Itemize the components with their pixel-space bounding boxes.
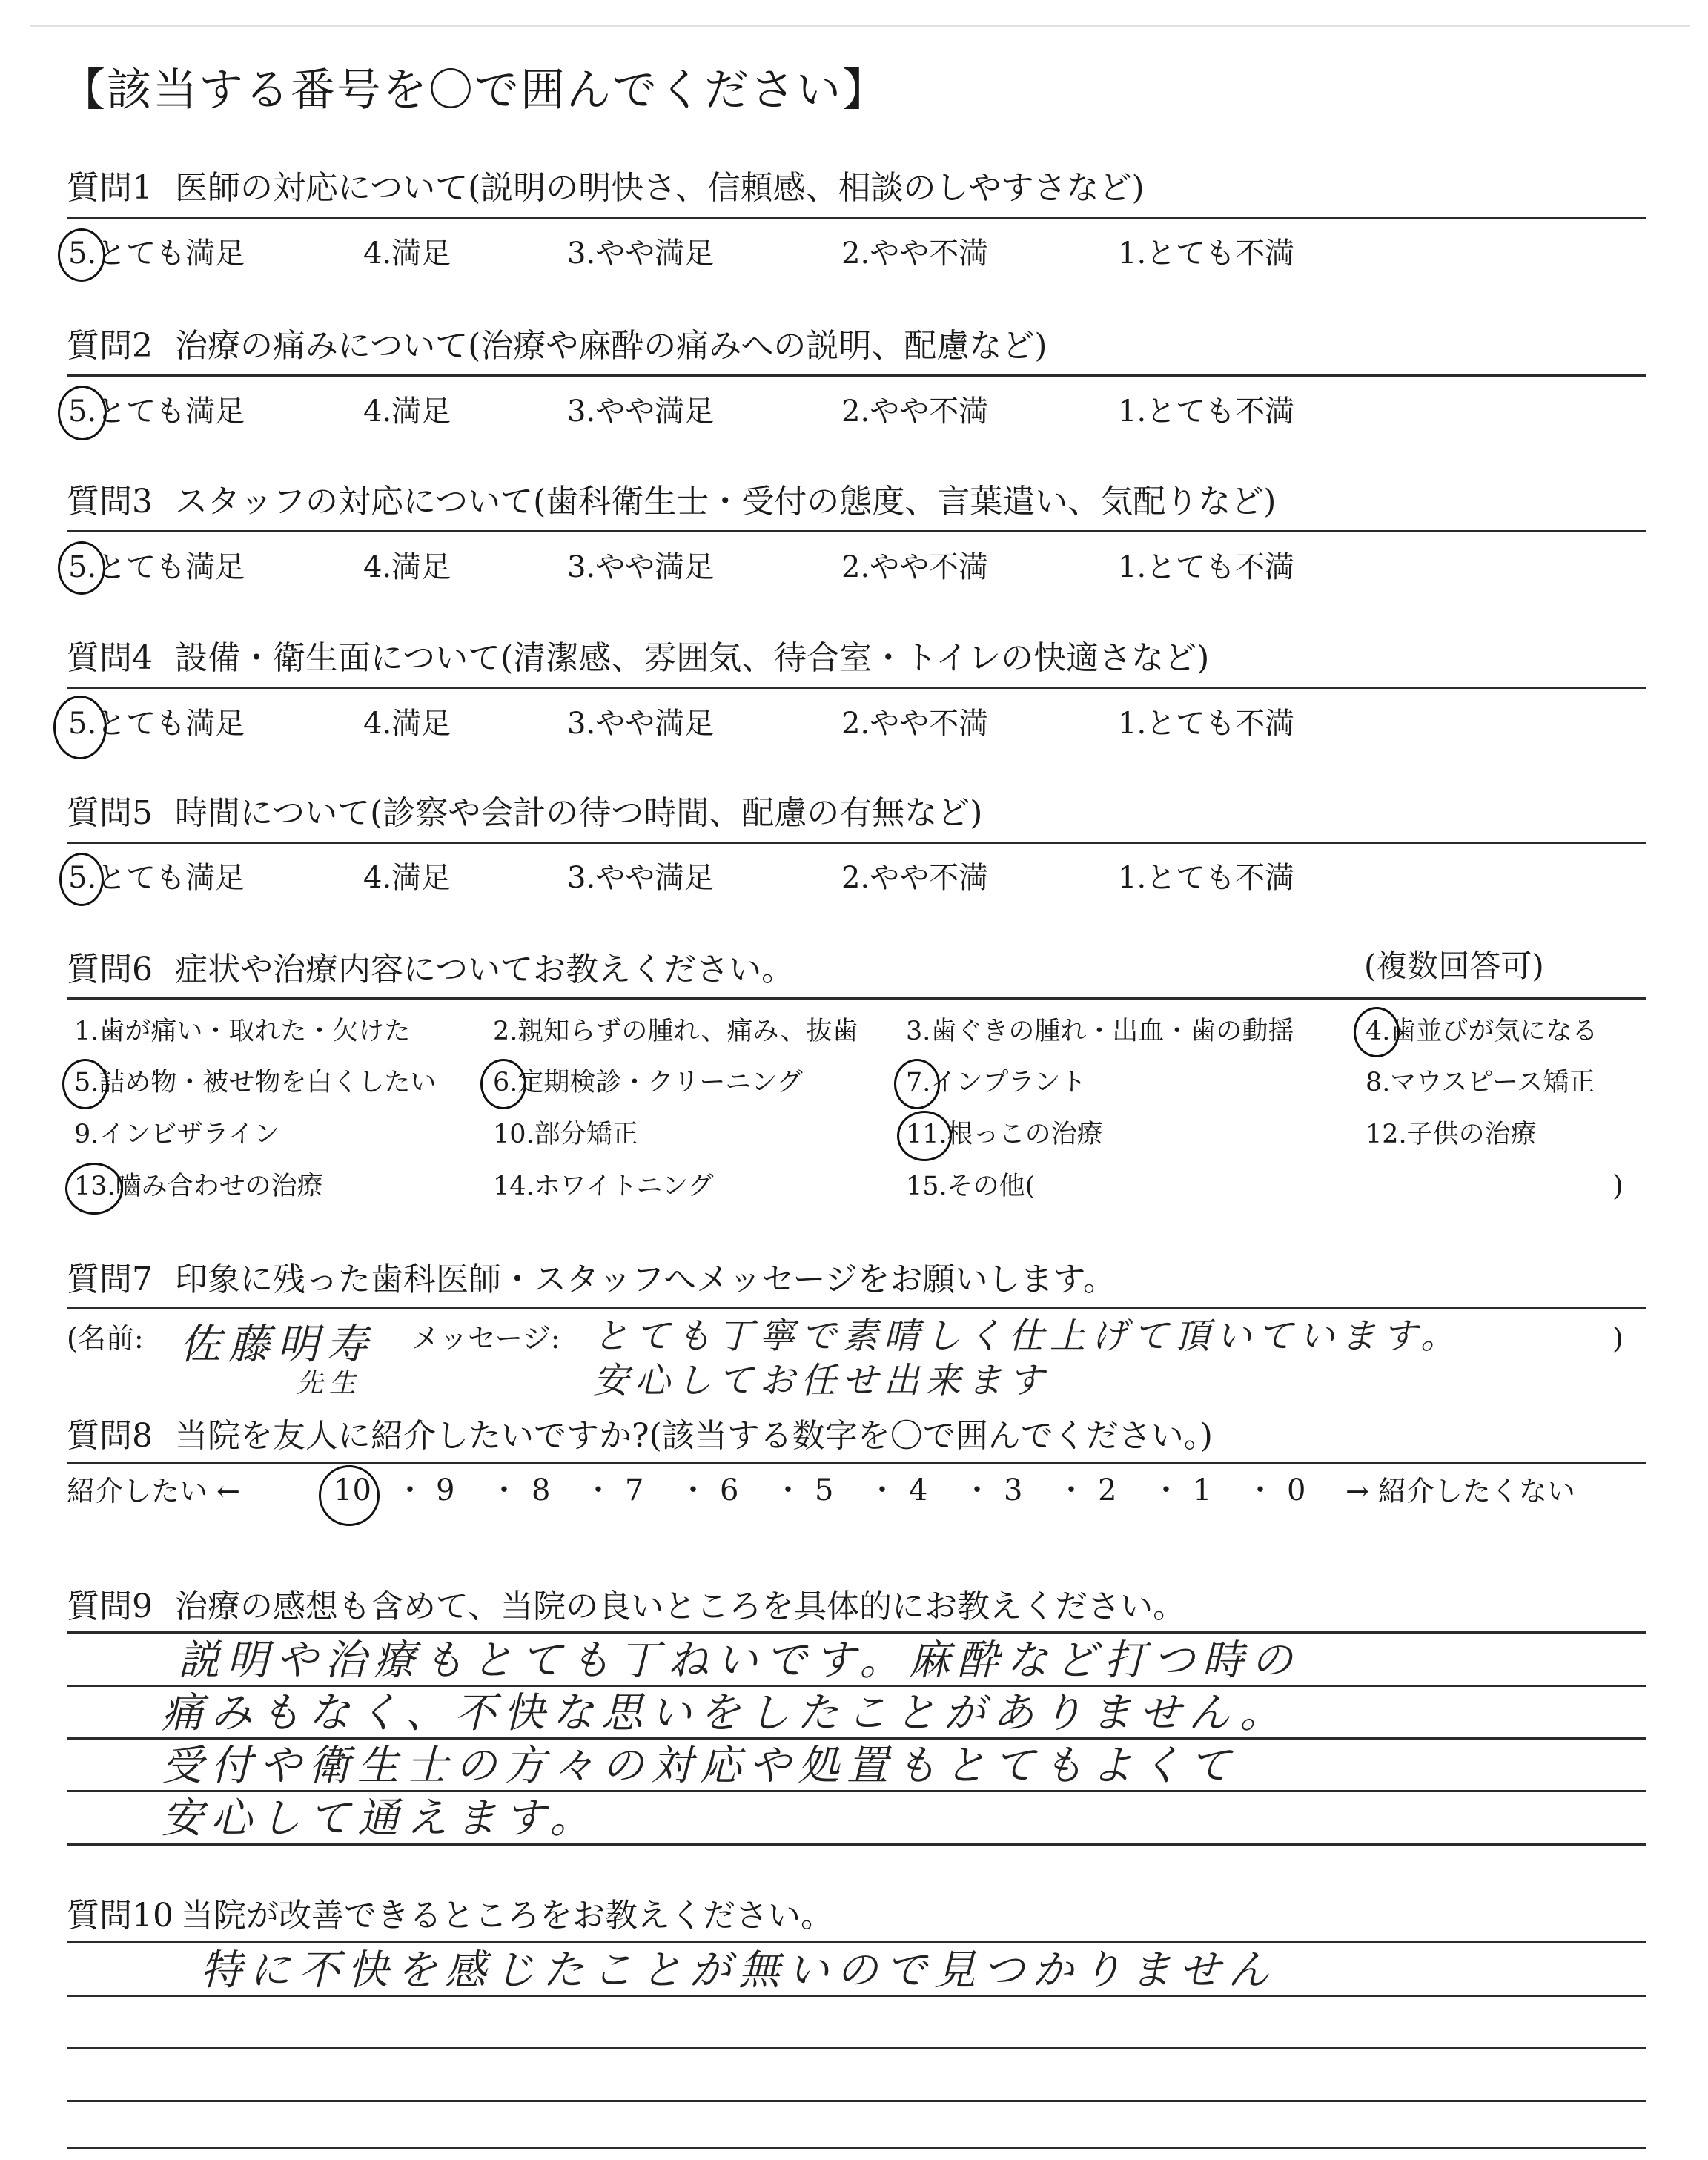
q9-title: 治療の感想も含めて、当院の良いところを具体的にお教えください。 [175, 1588, 1186, 1625]
q4-answer-circle [53, 696, 107, 759]
q10-answer-line [67, 1995, 1646, 1997]
q5-option-2[interactable]: 2.やや不満 [841, 861, 989, 895]
q10-number: 質問10 [67, 1897, 173, 1935]
q9-answer-line [67, 1685, 1646, 1687]
q5-number: 質問5 [67, 794, 153, 832]
q1-title: 医師の対応について(説明の明快さ、信頼感、相談のしやすさなど) [175, 169, 1145, 207]
q1-answer-circle [58, 228, 105, 282]
q8-dot: ・ [1056, 1473, 1086, 1507]
q10-rule [67, 1941, 1646, 1943]
q4-option-5[interactable]: 5.とても満足 [68, 707, 245, 741]
q8-right-label: → 紹介したくない [1345, 1475, 1575, 1507]
q8-answer-circle [319, 1465, 380, 1526]
q6-number: 質問6 [67, 951, 153, 988]
q6-option-2[interactable]: 2.親知らずの腫れ、痛み、抜歯 [493, 1017, 858, 1046]
q9-answer-line [67, 1737, 1646, 1740]
q4-number: 質問4 [67, 639, 153, 677]
q8-dot: ・ [395, 1473, 425, 1507]
q5-title: 時間について(診察や会計の待つ時間、配慮の有無など) [175, 794, 983, 832]
q6-answer-circle-5 [62, 1059, 108, 1109]
q2-rule [67, 374, 1646, 377]
q4-option-3[interactable]: 3.やや満足 [567, 707, 715, 741]
q6-option-7[interactable]: 7.インプラント [906, 1068, 1087, 1097]
q8-scale-4[interactable]: 4 [909, 1473, 928, 1507]
q6-option-6[interactable]: 6.定期検診・クリーニング [493, 1068, 803, 1097]
q8-scale-6[interactable]: 6 [720, 1473, 739, 1507]
q10-title: 当院が改善できるところをお教えください。 [181, 1897, 833, 1935]
q7-name-label: (名前: [67, 1322, 144, 1355]
q8-dot: ・ [678, 1473, 708, 1507]
q5-option-1[interactable]: 1.とても不満 [1118, 861, 1295, 895]
q6-option-10[interactable]: 10.部分矯正 [493, 1120, 638, 1149]
q6-answer-circle-4 [1354, 1007, 1400, 1057]
q5-option-3[interactable]: 3.やや満足 [567, 861, 715, 895]
q10-answer-line [67, 2047, 1646, 2049]
q7-handwritten-message-1: とても丁寧で素晴しく仕上げて頂いています。 [593, 1315, 1463, 1357]
q9-handwritten-line-3: 受付や衛生士の方々の対応や処置もとてもよくて [162, 1742, 1238, 1790]
q2-number: 質問2 [67, 327, 153, 365]
q7-number: 質問7 [67, 1261, 153, 1298]
q3-option-4[interactable]: 4.満足 [363, 550, 451, 584]
q6-answer-circle-7 [894, 1059, 940, 1109]
q3-option-2[interactable]: 2.やや不満 [841, 550, 989, 584]
q5-answer-circle [59, 853, 104, 906]
q3-option-3[interactable]: 3.やや満足 [567, 550, 715, 584]
q4-title: 設備・衛生面について(清潔感、雰囲気、待合室・トイレの快適さなど) [175, 639, 1210, 677]
q5-option-5[interactable]: 5.とても満足 [68, 861, 245, 895]
q2-answer-circle [58, 386, 107, 440]
q7-close-paren: ) [1612, 1322, 1623, 1355]
q8-dot: ・ [489, 1473, 519, 1507]
q1-option-2[interactable]: 2.やや不満 [841, 237, 989, 271]
q1-option-3[interactable]: 3.やや満足 [567, 237, 715, 271]
q10-heading [67, 1897, 833, 1935]
q4-rule [67, 687, 1646, 689]
q2-option-1[interactable]: 1.とても不満 [1118, 394, 1295, 429]
q1-heading [67, 169, 1145, 207]
q4-heading [67, 639, 1210, 677]
q7-heading [67, 1261, 1116, 1298]
q3-option-5[interactable]: 5.とても満足 [68, 550, 245, 584]
q6-option-8[interactable]: 8.マウスピース矯正 [1366, 1068, 1595, 1097]
q6-other-close: ) [1612, 1169, 1623, 1202]
q8-left-label: 紹介したい ← [67, 1475, 240, 1507]
q7-title: 印象に残った歯科医師・スタッフへメッセージをお願いします。 [175, 1261, 1116, 1298]
q8-scale-2[interactable]: 2 [1098, 1473, 1117, 1507]
q1-number: 質問1 [67, 169, 153, 207]
q8-scale-9[interactable]: 9 [436, 1473, 455, 1507]
q7-handwritten-name: 佐藤明寿 [179, 1321, 375, 1369]
q10-answer-line [67, 2147, 1646, 2149]
q6-multiple-note: (複数回答可) [1364, 948, 1544, 984]
q8-title: 当院を友人に紹介したいですか?(該当する数字を〇で囲んでください。) [175, 1417, 1213, 1455]
q8-dot: ・ [1245, 1473, 1275, 1507]
q8-rule [67, 1462, 1646, 1464]
q6-answer-circle-11 [897, 1111, 952, 1161]
q1-rule [67, 217, 1646, 219]
q2-option-5[interactable]: 5.とても満足 [68, 394, 245, 429]
q7-rule [67, 1307, 1646, 1309]
q6-option-1[interactable]: 1.歯が痛い・取れた・欠けた [74, 1017, 411, 1046]
q6-answer-circle-6 [480, 1059, 526, 1109]
q9-handwritten-line-4: 安心して通えます。 [162, 1794, 599, 1843]
q3-heading [67, 483, 1277, 521]
q6-option-5[interactable]: 5.詰め物・被せ物を白くしたい [74, 1068, 437, 1097]
q4-option-1[interactable]: 1.とても不満 [1118, 707, 1295, 741]
q8-scale-3[interactable]: 3 [1004, 1473, 1023, 1507]
q4-option-2[interactable]: 2.やや不満 [841, 707, 989, 741]
q6-option-12[interactable]: 12.子供の治療 [1366, 1120, 1537, 1149]
q8-scale-10[interactable]: 10 [334, 1473, 371, 1507]
q9-handwritten-line-2: 痛みもなく、不快な思いをしたことがありません。 [162, 1689, 1289, 1737]
q6-option-3[interactable]: 3.歯ぐきの腫れ・出血・歯の動揺 [906, 1017, 1294, 1046]
q6-rule [67, 997, 1646, 1000]
form-title: 【該当する番号を〇で囲んでください】 [61, 65, 888, 116]
q8-number: 質問8 [67, 1417, 153, 1455]
q6-option-9[interactable]: 9.インビザライン [74, 1120, 280, 1149]
q1-option-4[interactable]: 4.満足 [363, 237, 451, 271]
q3-answer-circle [58, 541, 105, 595]
q8-scale-7[interactable]: 7 [625, 1473, 644, 1507]
q8-dot: ・ [583, 1473, 613, 1507]
q2-option-3[interactable]: 3.やや満足 [567, 394, 715, 429]
q8-scale-5[interactable]: 5 [815, 1473, 834, 1507]
q6-option-15[interactable]: 15.その他( [906, 1172, 1036, 1201]
q6-option-11[interactable]: 11.根っこの治療 [906, 1120, 1103, 1149]
q3-rule [67, 530, 1646, 532]
q8-heading [67, 1417, 1213, 1455]
q2-heading [67, 327, 1047, 365]
q8-scale-8[interactable]: 8 [532, 1473, 551, 1507]
q3-number: 質問3 [67, 483, 153, 521]
q10-answer-line [67, 2100, 1646, 2102]
q4-option-4[interactable]: 4.満足 [363, 707, 451, 741]
q10-handwritten-line-1: 特に不快を感じたことが無いので見つかりません [200, 1946, 1277, 1995]
q2-title: 治療の痛みについて(治療や麻酔の痛みへの説明、配慮など) [175, 327, 1047, 365]
q3-title: スタッフの対応について(歯科衛生士・受付の態度、言葉遣い、気配りなど) [175, 483, 1277, 521]
q1-option-1[interactable]: 1.とても不満 [1118, 237, 1295, 271]
q5-option-4[interactable]: 4.満足 [363, 861, 451, 895]
q1-option-5[interactable]: 5.とても満足 [68, 237, 245, 271]
q7-handwritten-message-2: 安心してお任せ出来ます [593, 1360, 1050, 1401]
q8-dot: ・ [867, 1473, 897, 1507]
q5-rule [67, 842, 1646, 844]
q9-answer-line [67, 1843, 1646, 1846]
q7-message-label: メッセージ: [411, 1322, 560, 1355]
q8-scale-0[interactable]: 0 [1287, 1473, 1306, 1507]
q6-answer-circle-13 [65, 1163, 123, 1215]
q9-handwritten-line-1: 説明や治療もとても丁ねいです。麻酔など打つ時の [178, 1636, 1300, 1685]
q5-heading [67, 794, 983, 832]
q8-dot: ・ [1151, 1473, 1181, 1507]
q9-number: 質問9 [67, 1588, 153, 1625]
q6-option-13[interactable]: 13.嚙み合わせの治療 [74, 1172, 323, 1201]
q9-heading [67, 1588, 1186, 1625]
q9-answer-line [67, 1790, 1646, 1792]
q6-heading [67, 951, 795, 988]
q6-title: 症状や治療内容についてお教えください。 [175, 951, 795, 988]
q6-option-14[interactable]: 14.ホワイトニング [493, 1172, 714, 1201]
q7-handwritten-title: 先生 [297, 1368, 363, 1398]
q2-option-2[interactable]: 2.やや不満 [841, 394, 989, 429]
q3-option-1[interactable]: 1.とても不満 [1118, 550, 1295, 584]
q8-dot: ・ [962, 1473, 992, 1507]
page-top-edge [30, 25, 1690, 27]
q9-rule [67, 1631, 1646, 1634]
q6-option-4[interactable]: 4.歯並びが気になる [1366, 1017, 1598, 1046]
q8-dot: ・ [773, 1473, 803, 1507]
q8-scale-1[interactable]: 1 [1193, 1473, 1212, 1507]
q2-option-4[interactable]: 4.満足 [363, 394, 451, 429]
